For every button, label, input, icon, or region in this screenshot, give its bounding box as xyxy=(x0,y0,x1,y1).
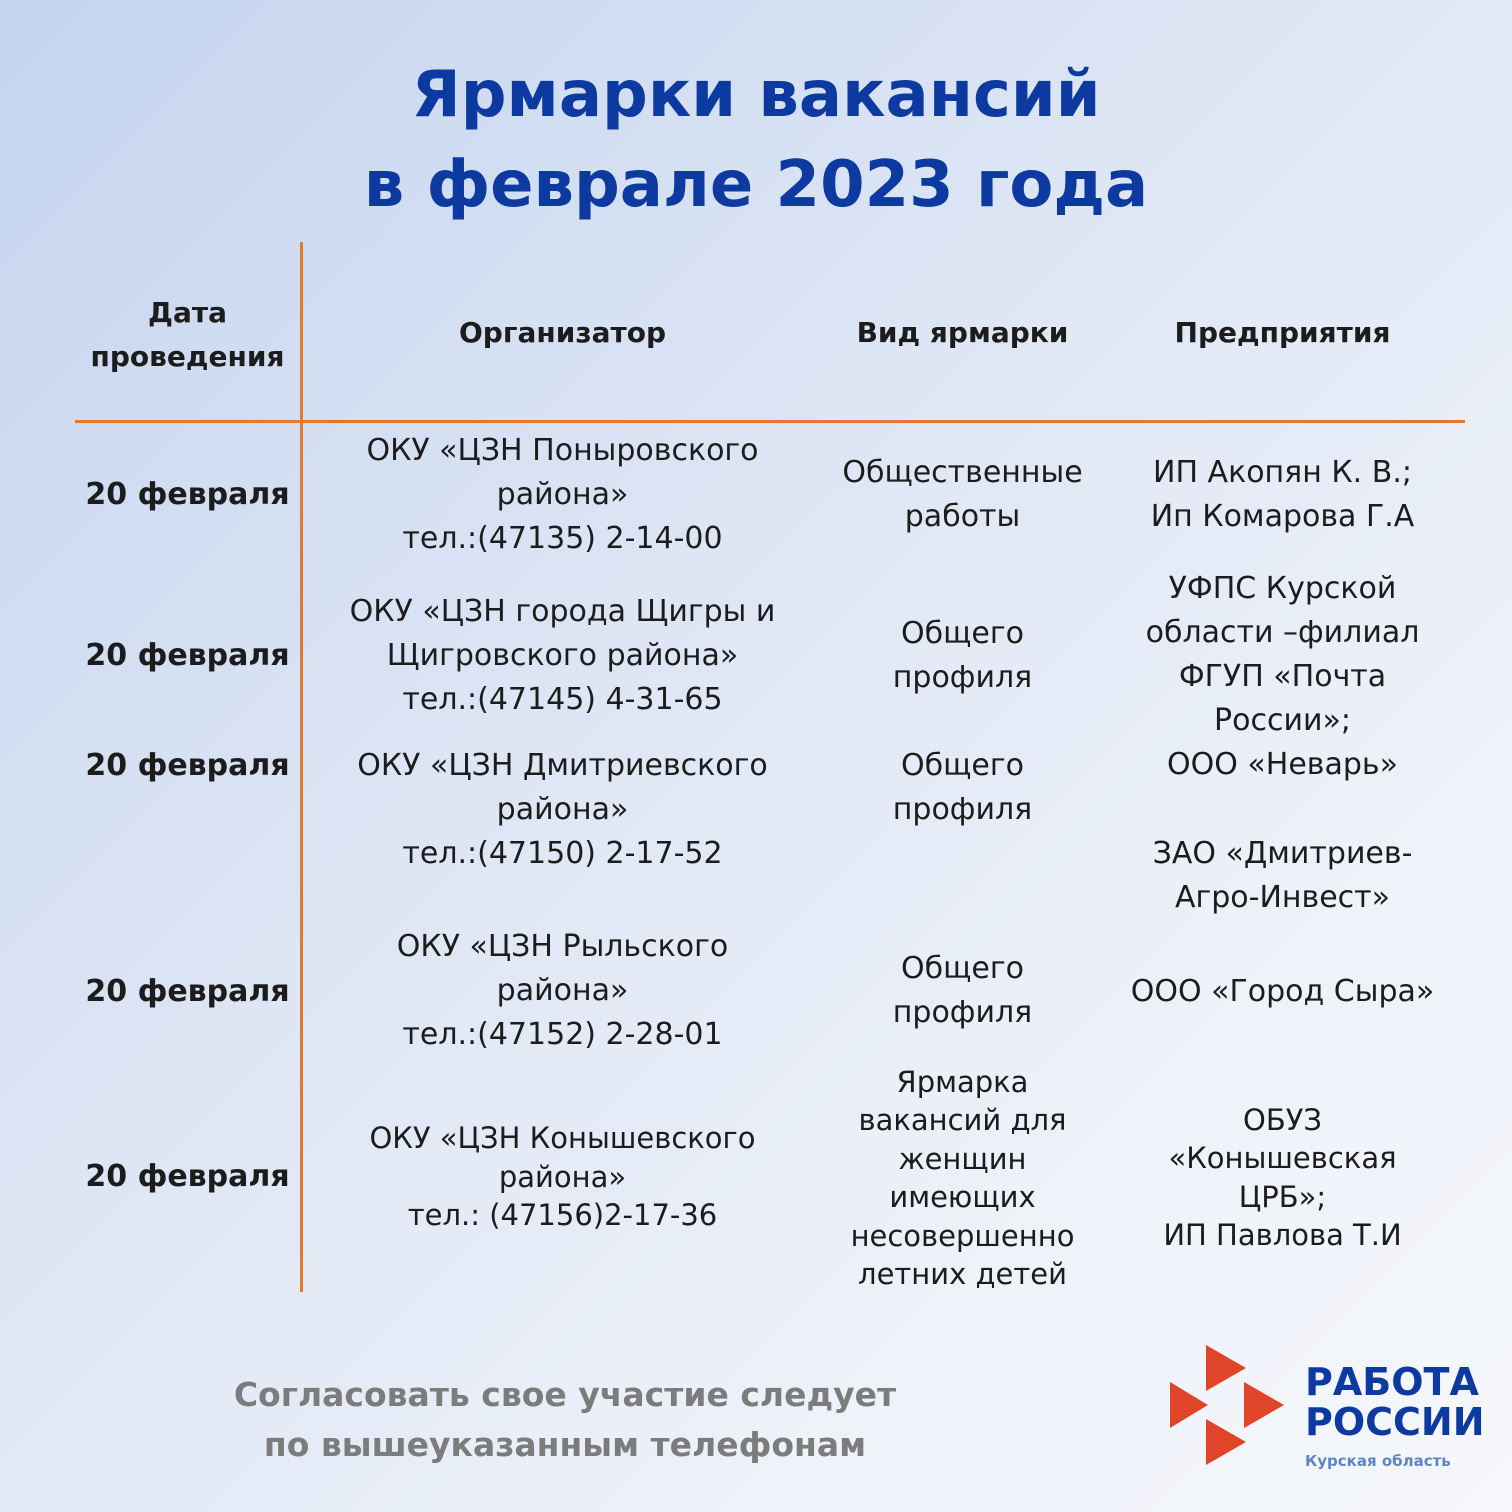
row-2-company-line: области –филиал xyxy=(1145,615,1420,650)
header-date-line-1: Дата xyxy=(148,296,227,329)
row-3-fair-type-line: профиля xyxy=(892,792,1033,827)
logo-line-1: РАБОТА xyxy=(1305,1360,1479,1404)
row-1-organizer-line: района» xyxy=(496,477,629,512)
row-2-date-text: 20 февраля xyxy=(85,638,290,673)
row-4-date-text: 20 февраля xyxy=(85,974,290,1009)
row-4-companies xyxy=(1110,970,1455,1014)
logo-wordmark xyxy=(1305,1362,1485,1472)
footer-note xyxy=(150,1370,980,1470)
page-title xyxy=(0,50,1512,230)
logo-region: Курская область xyxy=(1305,1452,1451,1470)
row-2-company-line: ФГУП «Почта xyxy=(1178,659,1387,694)
row-1-date-text: 20 февраля xyxy=(85,477,290,512)
row-1-company: Ип Комарова Г.А xyxy=(1150,499,1415,534)
row-5-fair-type-line: летних детей xyxy=(858,1257,1067,1291)
row-3-company-line: Агро-Инвест» xyxy=(1174,880,1391,915)
row-3-date xyxy=(75,744,300,788)
header-fair-type-label: Вид ярмарки xyxy=(856,316,1069,349)
row-5-organizer-line: ОКУ «ЦЗН Конышевского xyxy=(369,1121,756,1156)
row-5-fair-type xyxy=(820,1062,1105,1294)
rabota-rossii-arrows-logo-icon xyxy=(1166,1340,1291,1470)
row-3-organizer-phone: тел.:(47150) 2-17-52 xyxy=(402,836,723,871)
row-2-fair-type-line: профиля xyxy=(892,660,1033,695)
row-1-organizer-line: ОКУ «ЦЗН Поныровского xyxy=(366,433,759,468)
row-2-company-line: ООО «Неварь» xyxy=(1167,747,1398,782)
row-2-company-line: УФПС Курской xyxy=(1168,571,1397,606)
row-4-organizer xyxy=(310,925,815,1057)
row-4-company: ООО «Город Сыра» xyxy=(1130,974,1435,1009)
header-companies-label: Предприятия xyxy=(1174,316,1391,349)
row-3-fair-type xyxy=(820,744,1105,832)
row-2-organizer xyxy=(310,590,815,722)
row-2-fair-type-line: Общего xyxy=(901,616,1024,651)
row-3-company-line: ЗАО «Дмитриев- xyxy=(1152,836,1413,871)
logo-line-2: РОССИИ xyxy=(1305,1400,1485,1444)
header-organizer xyxy=(330,310,795,356)
row-3-organizer xyxy=(310,744,815,876)
row-1-organizer xyxy=(310,429,815,561)
row-5-date xyxy=(75,1155,300,1199)
header-date-line-2: проведения xyxy=(90,340,285,373)
logo-arrow-right xyxy=(1244,1382,1284,1428)
row-5-organizer xyxy=(310,1119,815,1235)
row-5-fair-type-line: женщин xyxy=(898,1141,1027,1176)
row-4-organizer-line: района» xyxy=(496,973,629,1008)
footer-note-line-2: по вышеуказанным телефонам xyxy=(263,1425,867,1464)
page-title-line-2: в феврале 2023 года xyxy=(363,148,1149,222)
row-4-organizer-line: ОКУ «ЦЗН Рыльского xyxy=(396,929,729,964)
row-5-date-text: 20 февраля xyxy=(85,1159,290,1194)
footer-note-line-1: Согласовать свое участие следует xyxy=(233,1375,897,1414)
row-3-organizer-line: ОКУ «ЦЗН Дмитриевского xyxy=(357,748,768,783)
row-5-organizer-phone: тел.: (47156)2-17-36 xyxy=(407,1198,718,1233)
row-5-company-line: ОБУЗ xyxy=(1243,1102,1322,1137)
row-4-date xyxy=(75,970,300,1014)
row-5-companies xyxy=(1110,1100,1455,1255)
logo-arrow-bottom xyxy=(1206,1419,1246,1465)
row-2-company-line: России»; xyxy=(1214,703,1351,738)
header-fair-type xyxy=(820,310,1105,356)
row-3-companies xyxy=(1110,832,1455,920)
row-1-company: ИП Акопян К. В.; xyxy=(1153,455,1412,490)
row-1-fair-type-line: Общественные xyxy=(842,455,1083,490)
row-5-fair-type-line: Ярмарка xyxy=(896,1064,1029,1099)
row-1-organizer-phone: тел.:(47135) 2-14-00 xyxy=(402,521,723,556)
row-4-fair-type-line: Общего xyxy=(901,951,1024,986)
row-4-fair-type xyxy=(820,947,1105,1035)
row-1-fair-type-line: работы xyxy=(904,499,1021,534)
row-2-organizer-phone: тел.:(47145) 4-31-65 xyxy=(402,682,723,717)
row-5-company-line: ЦРБ»; xyxy=(1238,1179,1327,1214)
row-5-company-line: «Конышевская xyxy=(1168,1141,1397,1175)
row-1-date xyxy=(75,473,300,517)
row-5-fair-type-line: вакансий для xyxy=(858,1103,1067,1137)
logo-arrow-top xyxy=(1206,1345,1246,1391)
table-vertical-divider xyxy=(300,242,303,1292)
row-4-fair-type-line: профиля xyxy=(892,995,1033,1030)
row-2-organizer-line: Щигровского района» xyxy=(386,638,739,673)
row-1-fair-type xyxy=(820,451,1105,539)
header-companies xyxy=(1110,310,1455,356)
row-2-date xyxy=(75,634,300,678)
logo-arrow-left xyxy=(1170,1382,1208,1428)
header-organizer-label: Организатор xyxy=(458,316,666,349)
row-3-date-text: 20 февраля xyxy=(85,748,290,783)
page-title-line-1: Ярмарки вакансий xyxy=(411,58,1101,132)
row-4-organizer-phone: тел.:(47152) 2-28-01 xyxy=(402,1017,723,1052)
row-5-company-line: ИП Павлова Т.И xyxy=(1163,1218,1402,1252)
row-5-fair-type-line: несовершенно xyxy=(850,1218,1075,1253)
table-header-divider xyxy=(75,420,1465,423)
row-2-companies xyxy=(1110,567,1455,787)
row-3-fair-type-line: Общего xyxy=(901,748,1024,783)
row-5-organizer-line: района» xyxy=(498,1159,627,1194)
row-1-companies xyxy=(1110,451,1455,539)
row-2-fair-type xyxy=(820,612,1105,700)
header-date xyxy=(75,285,300,385)
row-3-organizer-line: района» xyxy=(496,792,629,827)
row-2-organizer-line: ОКУ «ЦЗН города Щигры и xyxy=(349,594,776,629)
row-5-fair-type-line: имеющих xyxy=(889,1180,1036,1214)
